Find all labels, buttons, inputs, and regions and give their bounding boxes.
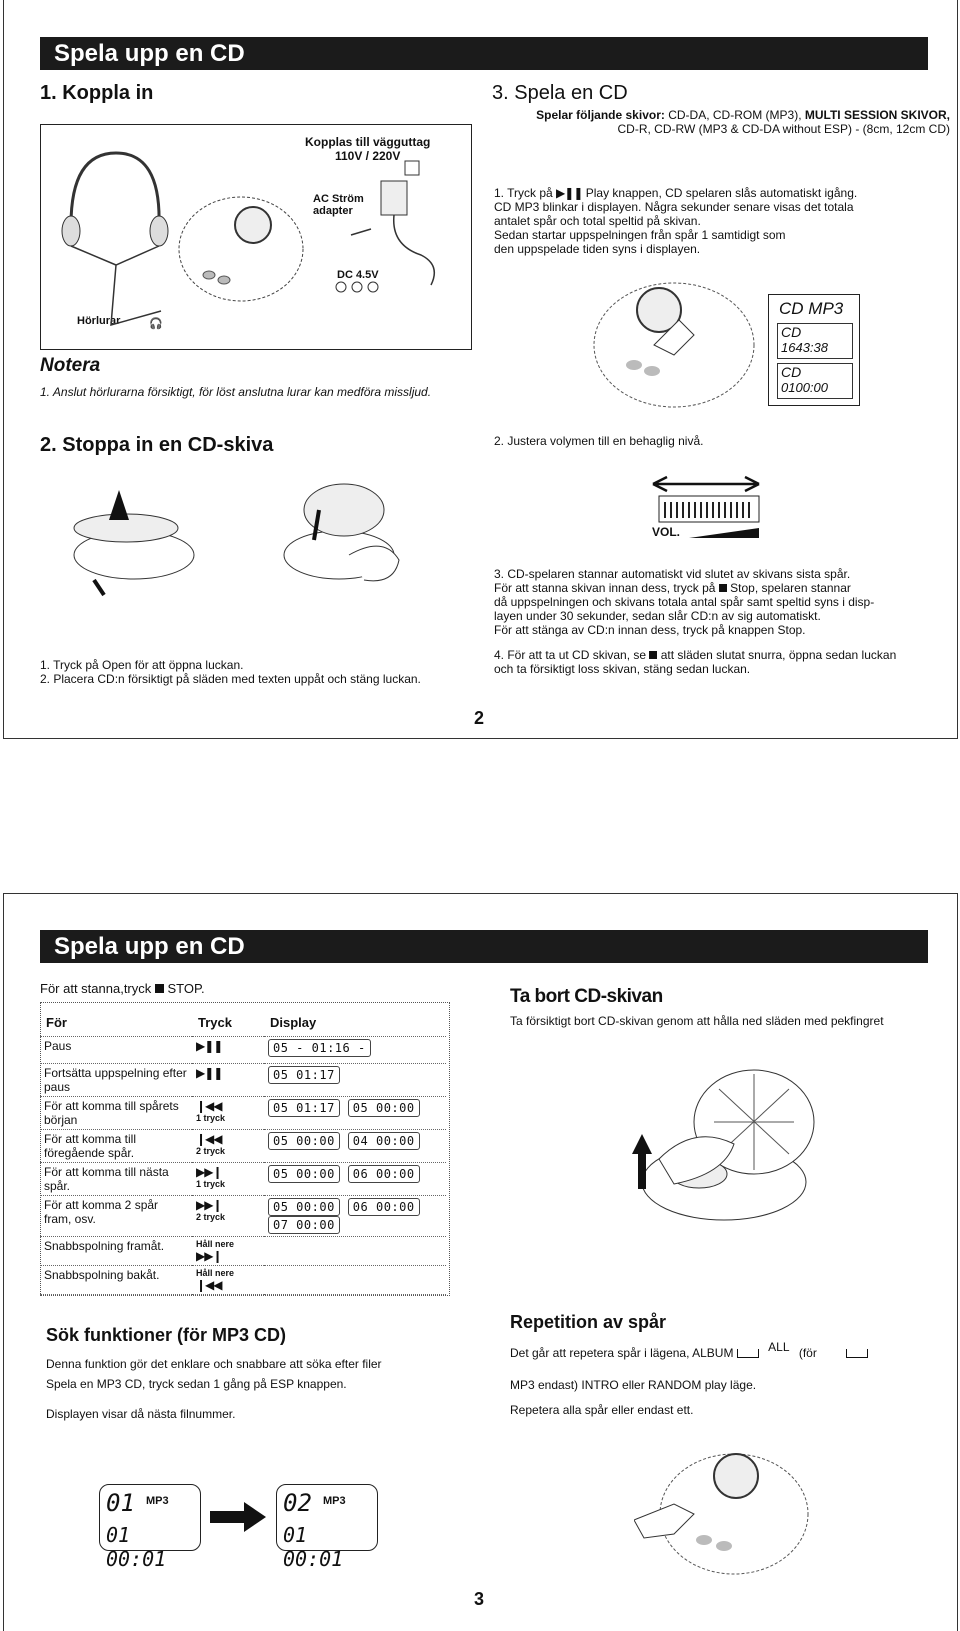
row-label: För att komma till nästa spår. <box>40 1163 192 1196</box>
button-symbol-icon: ▶▶❙ <box>196 1198 222 1212</box>
play-step-4-line2: och ta försiktigt loss skivan, stäng sedan luckan. <box>494 662 751 676</box>
table-row <box>40 1064 446 1097</box>
lcd-readout: 05 - 01:16 - <box>268 1039 371 1057</box>
operations-table <box>40 1009 446 1295</box>
display-frame-2 <box>777 323 853 359</box>
lcd-readout: 05 01:17 <box>268 1099 340 1117</box>
button-symbol-icon: ❙◀◀ <box>196 1278 222 1292</box>
table-row <box>40 1237 446 1266</box>
table-row <box>40 1130 446 1163</box>
stop-icon <box>649 651 657 659</box>
lcd-time: 01 00:01 <box>106 1523 167 1571</box>
row-button-cell <box>192 1130 264 1163</box>
headphone-right-cup <box>150 216 168 246</box>
play-step-3-line2a: För att stanna skivan innan dess, tryck på <box>494 581 716 595</box>
connection-diagram <box>40 124 472 350</box>
play-step-1-b: Play knappen, CD spelaren slås automatiskt igång. <box>585 186 858 200</box>
lcd-readout: 05 00:00 <box>348 1099 420 1117</box>
notes-title: Notera <box>40 355 101 376</box>
player-button <box>626 360 642 370</box>
play-step-3-line1: 3. CD-spelaren stannar automatiskt vid slutet av skivans sista spår. <box>494 567 851 581</box>
lcd-readout: 04 00:00 <box>348 1132 420 1150</box>
row-label: Snabbspolning framåt. <box>40 1237 192 1266</box>
play-illustration <box>584 275 764 415</box>
button-symbol-icon: ▶▶❙ <box>196 1165 222 1179</box>
stop-instruction-b: STOP. <box>167 981 205 996</box>
press-count: 1 tryck <box>196 1179 226 1189</box>
headphones-label: Hörlurar <box>77 315 121 327</box>
search-title: Sök funktioner (för MP3 CD) <box>46 1325 287 1345</box>
play-step-3-line4: layen under 30 sekunder, sedan slår CD:n av sig automatiskt. <box>494 609 821 623</box>
row-label: Snabbspolning bakåt. <box>40 1266 192 1295</box>
repeat-line-1a: Det går att repetera spår i lägena, ALBUM <box>510 1346 734 1360</box>
insert-cd-illustration <box>64 480 444 630</box>
table-row <box>40 1163 446 1196</box>
lcd-readout: 06 00:00 <box>348 1198 420 1216</box>
play-step-2: 2. Justera volymen till en behaglig nivå. <box>494 434 704 448</box>
row-button-cell <box>192 1097 264 1130</box>
lcd-tag: MP3 <box>323 1495 346 1507</box>
wall-label-line2: 110V / 220V <box>334 149 401 163</box>
repeat-line-1 <box>510 1340 950 1360</box>
row-button-cell <box>192 1037 264 1064</box>
repeat-line-1b: (för <box>798 1346 817 1360</box>
play-step-1 <box>494 186 944 256</box>
display-3-bottom: 0100:00 <box>781 380 828 395</box>
player-display <box>714 1454 758 1498</box>
lcd-track: 01 <box>106 1489 135 1517</box>
button-symbol-icon: ▶▶❙ <box>196 1249 222 1263</box>
button-symbol-icon: ❙◀◀ <box>196 1099 222 1113</box>
display-2-bottom: 1643:38 <box>781 340 828 355</box>
section-title-play-cd: 3. Spela en CD <box>492 82 628 104</box>
display-frame-3 <box>777 363 853 399</box>
adapter-cable <box>351 215 434 285</box>
page-number: 2 <box>474 708 485 728</box>
lcd-readout: 06 00:00 <box>348 1165 420 1183</box>
play-step-4-b: att släden slutat snurra, öppna sedan luckan <box>660 648 897 662</box>
repeat-illustration <box>634 1442 814 1582</box>
table-header-row <box>40 1009 446 1037</box>
connection-illustration <box>41 125 471 349</box>
volume-label: VOL. <box>652 525 681 539</box>
row-button-cell <box>192 1196 264 1237</box>
repeat-icon <box>737 1349 759 1358</box>
ac-label-line1: AC Ström <box>313 193 364 205</box>
table-row <box>40 1097 446 1130</box>
row-display-cell <box>264 1130 446 1163</box>
repeat-line-2: MP3 endast) INTRO eller RANDOM play läge. <box>510 1378 757 1392</box>
search-line-1: Denna funktion gör det enklare och snabbare att söka efter filer <box>46 1357 382 1371</box>
row-button-cell <box>192 1163 264 1196</box>
play-step-1-line3: antalet spår och total speltid på skivan. <box>494 214 701 228</box>
wall-label-line1: Kopplas till vägguttag <box>305 135 431 149</box>
table-header-press: Tryck <box>192 1009 264 1037</box>
headphone-symbol-icon: 🎧 <box>149 317 163 330</box>
play-step-1-a: 1. Tryck på <box>494 186 553 200</box>
search-lcd-after <box>276 1484 378 1571</box>
display-3-top: CD <box>781 364 802 380</box>
discs-bold: Spelar följande skivor: <box>536 108 665 122</box>
discs-text: CD-DA, CD-ROM (MP3), <box>664 108 805 122</box>
row-button-cell <box>192 1064 264 1097</box>
repeat-title: Repetition av spår <box>510 1312 667 1332</box>
slide-arrow-icon <box>94 580 104 595</box>
player-button <box>696 1535 712 1545</box>
table-header-display: Display <box>264 1009 446 1037</box>
row-label: För att komma 2 spår fram, osv. <box>40 1196 192 1237</box>
table-row <box>40 1037 446 1064</box>
volume-ramp-icon <box>689 528 759 538</box>
insert-step-1: 1. Tryck på Open för att öppna luckan. <box>40 658 244 672</box>
search-line-2: Spela en MP3 CD, tryck sedan 1 gång på ESP knappen. <box>46 1377 347 1391</box>
row-label: För att komma till föregående spår. <box>40 1130 192 1163</box>
row-display-cell <box>264 1064 446 1097</box>
stop-icon <box>719 584 727 592</box>
row-display-cell <box>264 1196 446 1237</box>
notes-item-1: 1. Anslut hörlurarna försiktigt, för löst anslutna lurar kan medföra missljud. <box>40 385 432 399</box>
play-step-3 <box>494 567 944 637</box>
player-button <box>644 366 660 376</box>
section-title-connect: 1. Koppla in <box>40 82 154 104</box>
cd-player-button <box>203 271 215 279</box>
stop-instruction <box>40 981 205 996</box>
lcd-tag: MP3 <box>146 1495 169 1507</box>
row-display-cell <box>264 1097 446 1130</box>
display-sequence <box>768 294 860 406</box>
volume-wheel-ridges <box>665 502 749 518</box>
discs-line-2: CD-R, CD-RW (MP3 & CD-DA without ESP) - (8cm, 12cm CD) <box>617 122 950 136</box>
wall-plug <box>405 161 419 175</box>
remove-cd-title: Ta bort CD-skivan <box>510 986 663 1007</box>
remove-cd-text: Ta försiktigt bort CD-skivan genom att hålla ned släden med pekfingret <box>510 1014 884 1028</box>
page-banner: Spela upp en CD <box>40 37 928 70</box>
search-line-3: Displayen visar då nästa filnummer. <box>46 1407 236 1421</box>
play-pause-icon: ▶❚❚ <box>556 186 583 200</box>
lcd-readout: 05 00:00 <box>268 1198 340 1216</box>
page-banner: Spela upp en CD <box>40 930 928 963</box>
lcd-readout: 07 00:00 <box>268 1216 340 1234</box>
row-display-cell <box>264 1037 446 1064</box>
row-display-cell <box>264 1237 446 1266</box>
press-count: Håll nere <box>196 1268 235 1278</box>
manual-page-3 <box>3 893 958 1631</box>
row-label: För att komma till spårets början <box>40 1097 192 1130</box>
player-button <box>716 1541 732 1551</box>
table-row <box>40 1196 446 1237</box>
button-symbol-icon: ❙◀◀ <box>196 1132 222 1146</box>
headphone-left-cup <box>62 216 80 246</box>
play-step-3-line3: då uppspelningen och skivans totala antal spår samt speltid syns i disp- <box>494 595 875 609</box>
table-row <box>40 1266 446 1295</box>
play-step-3-line5: För att stänga av CD:n innan dess, tryck på knappen Stop. <box>494 623 806 637</box>
table-header-for: För <box>40 1009 192 1037</box>
remove-cd-illustration <box>614 1064 834 1234</box>
row-label: Paus <box>40 1037 192 1064</box>
row-button-cell <box>192 1266 264 1295</box>
play-step-1-line5: den uppspelade tiden syns i displayen. <box>494 242 701 256</box>
repeat-all-label: ALL <box>768 1340 790 1354</box>
press-count: 1 tryck <box>196 1113 226 1123</box>
row-display-cell <box>264 1163 446 1196</box>
repeat-one-icon <box>846 1349 868 1358</box>
lcd-readout: 05 00:00 <box>268 1165 340 1183</box>
row-display-cell <box>264 1266 446 1295</box>
ac-label-line2: adapter <box>313 205 353 217</box>
cd-player-display <box>235 207 271 243</box>
headphone-cable <box>71 246 161 325</box>
play-step-3-line2b: Stop, spelaren stannar <box>730 581 851 595</box>
search-arrow-icon <box>210 1502 270 1532</box>
discs-bold-2: MULTI SESSION SKIVOR, <box>804 108 950 122</box>
insert-step-2: 2. Placera CD:n försiktigt på släden med texten uppåt och stäng luckan. <box>40 672 421 686</box>
volume-arrow-icon <box>653 477 759 491</box>
headphone-band <box>71 153 159 225</box>
press-count: 2 tryck <box>196 1146 226 1156</box>
play-step-1-line4: Sedan startar uppspelningen från spår 1 samtidigt som <box>494 228 786 242</box>
display-frame-1: CD MP3 <box>779 299 844 318</box>
row-button-cell <box>192 1237 264 1266</box>
button-symbol-icon: ▶❚❚ <box>196 1039 223 1053</box>
manual-page-2 <box>3 0 958 739</box>
lcd-readout: 05 00:00 <box>268 1132 340 1150</box>
dc-label: DC 4.5V <box>337 269 379 281</box>
button-symbol-icon: ▶❚❚ <box>196 1066 223 1080</box>
play-step-4 <box>494 648 949 676</box>
cd-player-button <box>218 276 230 284</box>
supported-discs <box>492 108 950 136</box>
dc-center-icon <box>352 282 362 292</box>
lcd-readout: 05 01:17 <box>268 1066 340 1084</box>
play-step-1-line2: CD MP3 blinkar i displayen. Några sekunder senare visas det totala <box>494 200 854 214</box>
lcd-track: 02 <box>283 1489 312 1517</box>
press-count: 2 tryck <box>196 1212 226 1222</box>
dc-minus-icon <box>336 282 346 292</box>
row-label: Fortsätta uppspelning efter paus <box>40 1064 192 1097</box>
page-number: 3 <box>474 1589 485 1609</box>
section-title-insert-cd: 2. Stoppa in en CD-skiva <box>40 434 274 456</box>
play-step-4-a: 4. För att ta ut CD skivan, se <box>494 648 647 662</box>
press-count: Håll nere <box>196 1239 235 1249</box>
dc-plus-icon <box>368 282 378 292</box>
search-lcd-before <box>99 1484 201 1571</box>
display-2-top: CD <box>781 324 802 340</box>
repeat-line-3: Repetera alla spår eller endast ett. <box>510 1403 694 1417</box>
open-arrow-icon <box>109 490 129 520</box>
stop-instruction-a: För att stanna,tryck <box>40 981 152 996</box>
stop-icon <box>155 984 164 993</box>
lcd-time: 01 00:01 <box>283 1523 344 1571</box>
adapter-body <box>381 181 407 215</box>
